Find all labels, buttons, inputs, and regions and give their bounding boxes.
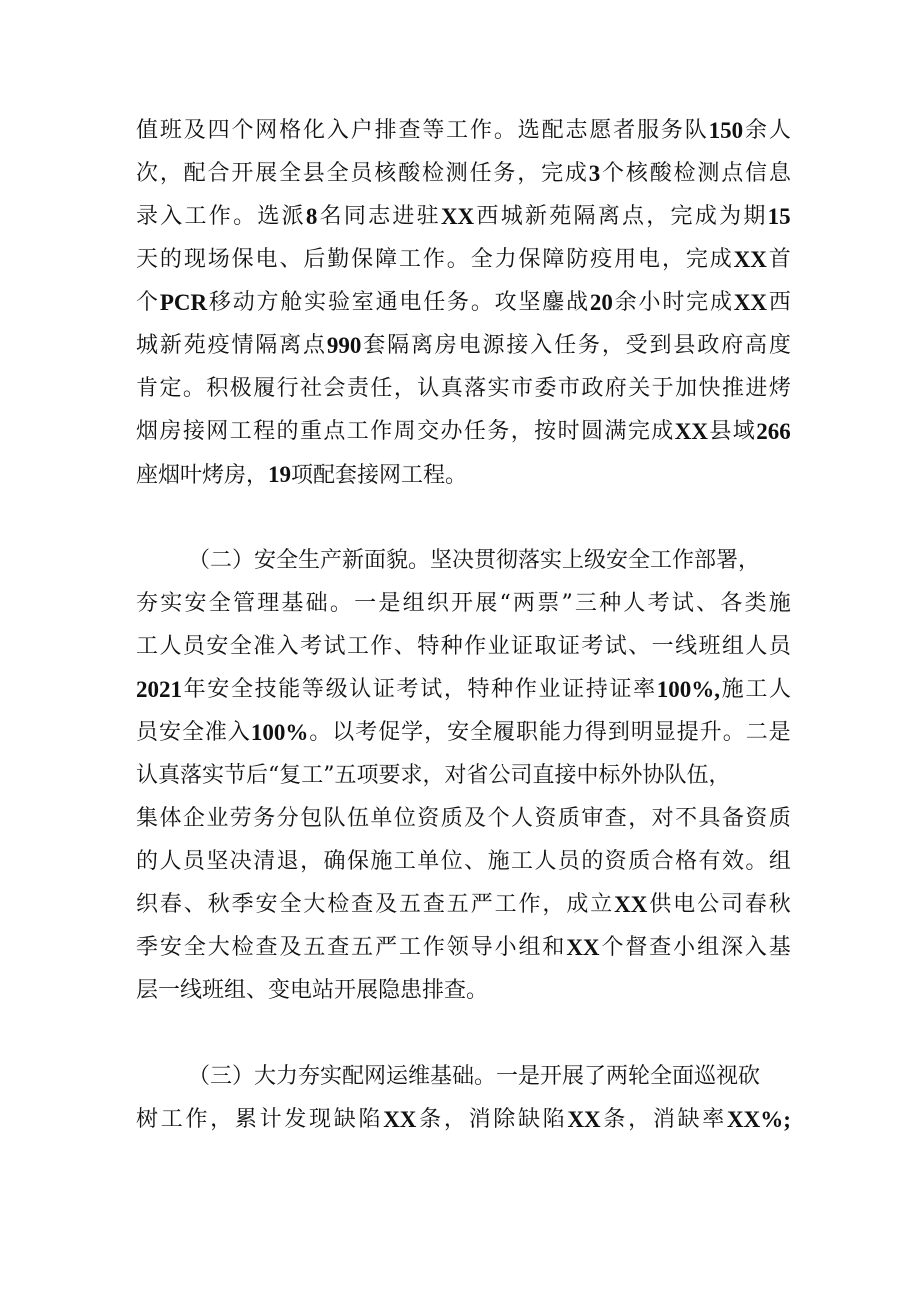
bold-figure: XX <box>440 204 475 229</box>
bold-figure: 2021 <box>136 677 182 702</box>
text-run: （二）安全生产新面貌。坚决贯彻落实上级安全工作部署， <box>188 548 761 573</box>
bold-figure: 266 <box>756 419 791 444</box>
text-line: 织 春 、 秋 季 安 全 大 检 查 及 五 查 五 严 工 作 ， 成 立 XX 供 电 公 司 春 秋 <box>136 889 791 921</box>
text-run: 座烟叶烤房， <box>136 463 269 488</box>
text-line: 录 入 工 作 。 选 派 8 名 同 志 进 驻 XX 西 城 新 苑 隔 离 点 ， 完 成 为 期 15 <box>136 201 791 233</box>
bold-figure: 3 <box>588 161 601 186</box>
text-line: 值 班 及 四 个 网 格 化 入 户 排 查 等 工 作 。 选 配 志 愿 者 服 务 队 150 余 人 <box>136 115 791 147</box>
text-line: 工 人 员 安 全 准 入 考 试 工 作 、 特 种 作 业 证 取 证 考 试 、 一 线 班 组 人 员 <box>136 634 791 659</box>
bold-figure: XX <box>733 290 767 315</box>
text-line: 城 新 苑 疫 情 隔 离 点 990 套 隔 离 房 电 源 接 入 任 务 ， 受 到 县 政 府 高 度 <box>136 330 791 362</box>
text-line: 员 安 全 准 入 100% 。 以 考 促 学 ， 安 全 履 职 能 力 得 到 明 显 提 升 。 二 是 <box>136 717 791 749</box>
text-line <box>188 1061 760 1093</box>
bold-figure: 150 <box>708 118 744 143</box>
text-line: 季 安 全 大 检 查 及 五 查 五 严 工 作 领 导 小 组 和 XX 个 督 查 小 组 深 入 基 <box>136 932 791 964</box>
bold-figure: 19 <box>268 462 292 487</box>
text-line: 个 PCR 移 动 方 舱 实 验 室 通 电 任 务 。 攻 坚 鏖 战 20 余 小 时 完 成 XX 西 <box>136 287 791 319</box>
text-run: 层一线班组、变电站开展隐患排查。 <box>136 978 489 1003</box>
text-run: （三）大力夯实配网运维基础。一是开展了两轮全面巡视砍 <box>188 1064 761 1089</box>
bold-figure: 8 <box>305 204 318 229</box>
text-line: 夯 实 安 全 管 理 基 础 。 一 是 组 织 开 展 “ 两 票 ” 三 种 人 考 试 、 各 类 施 <box>136 591 791 616</box>
bold-figure: XX <box>566 935 600 960</box>
text-line: 的 人 员 坚 决 清 退 ， 确 保 施 工 单 位 、 施 工 人 员 的 资 质 合 格 有 效 。 组 <box>136 849 791 874</box>
text-line: 次 ， 配 合 开 展 全 县 全 员 核 酸 检 测 任 务 ， 完 成 3 个 核 酸 检 测 点 信 息 <box>136 158 791 190</box>
bold-figure: XX <box>383 1107 417 1132</box>
bold-figure: 15 <box>767 204 791 229</box>
text-run: 项配套接网工程。 <box>291 463 468 488</box>
bold-figure: XX <box>614 892 648 917</box>
bold-figure: 100%, <box>656 677 721 702</box>
bold-figure: XX <box>674 419 708 444</box>
bold-figure: XX <box>733 247 767 272</box>
bold-figure: 100% <box>250 720 309 745</box>
bold-figure: XX <box>567 1107 601 1132</box>
text-line: 2021 年 安 全 技 能 等 级 认 证 考 试 ， 特 种 作 业 证 持 证 率 100%, 施 工 人 <box>136 674 791 706</box>
text-line <box>188 545 760 577</box>
text-line: 烟 房 接 网 工 程 的 重 点 工 作 周 交 办 任 务 ， 按 时 圆 满 完 成 XX 县 域 266 <box>136 416 791 448</box>
text-run: 认真落实节后“复工”五项要求，对省公司直接中标外协队伍， <box>136 763 731 788</box>
text-line: 肯 定 。 积 极 履 行 社 会 责 任 ， 认 真 落 实 市 委 市 政 府 关 于 加 快 推 进 烤 <box>136 376 791 401</box>
text-line: 集 体 企 业 劳 务 分 包 队 伍 单 位 资 质 及 个 人 资 质 审 查 ， 对 不 具 备 资 质 <box>136 806 791 831</box>
text-line: 天 的 现 场 保 电 、 后 勤 保 障 工 作 。 全 力 保 障 防 疫 用 电 ， 完 成 XX 首 <box>136 244 791 276</box>
text-line <box>136 459 467 491</box>
bold-figure: XX%; <box>726 1107 791 1132</box>
text-line <box>136 760 731 792</box>
text-line <box>136 975 488 1007</box>
bold-figure: 20 <box>589 290 613 315</box>
bold-figure: PCR <box>159 290 208 315</box>
bold-figure: 990 <box>326 333 362 358</box>
text-line: 树 工 作 ， 累 计 发 现 缺 陷 XX 条 ， 消 除 缺 陷 XX 条 ， 消 缺 率 XX%; <box>136 1104 791 1136</box>
